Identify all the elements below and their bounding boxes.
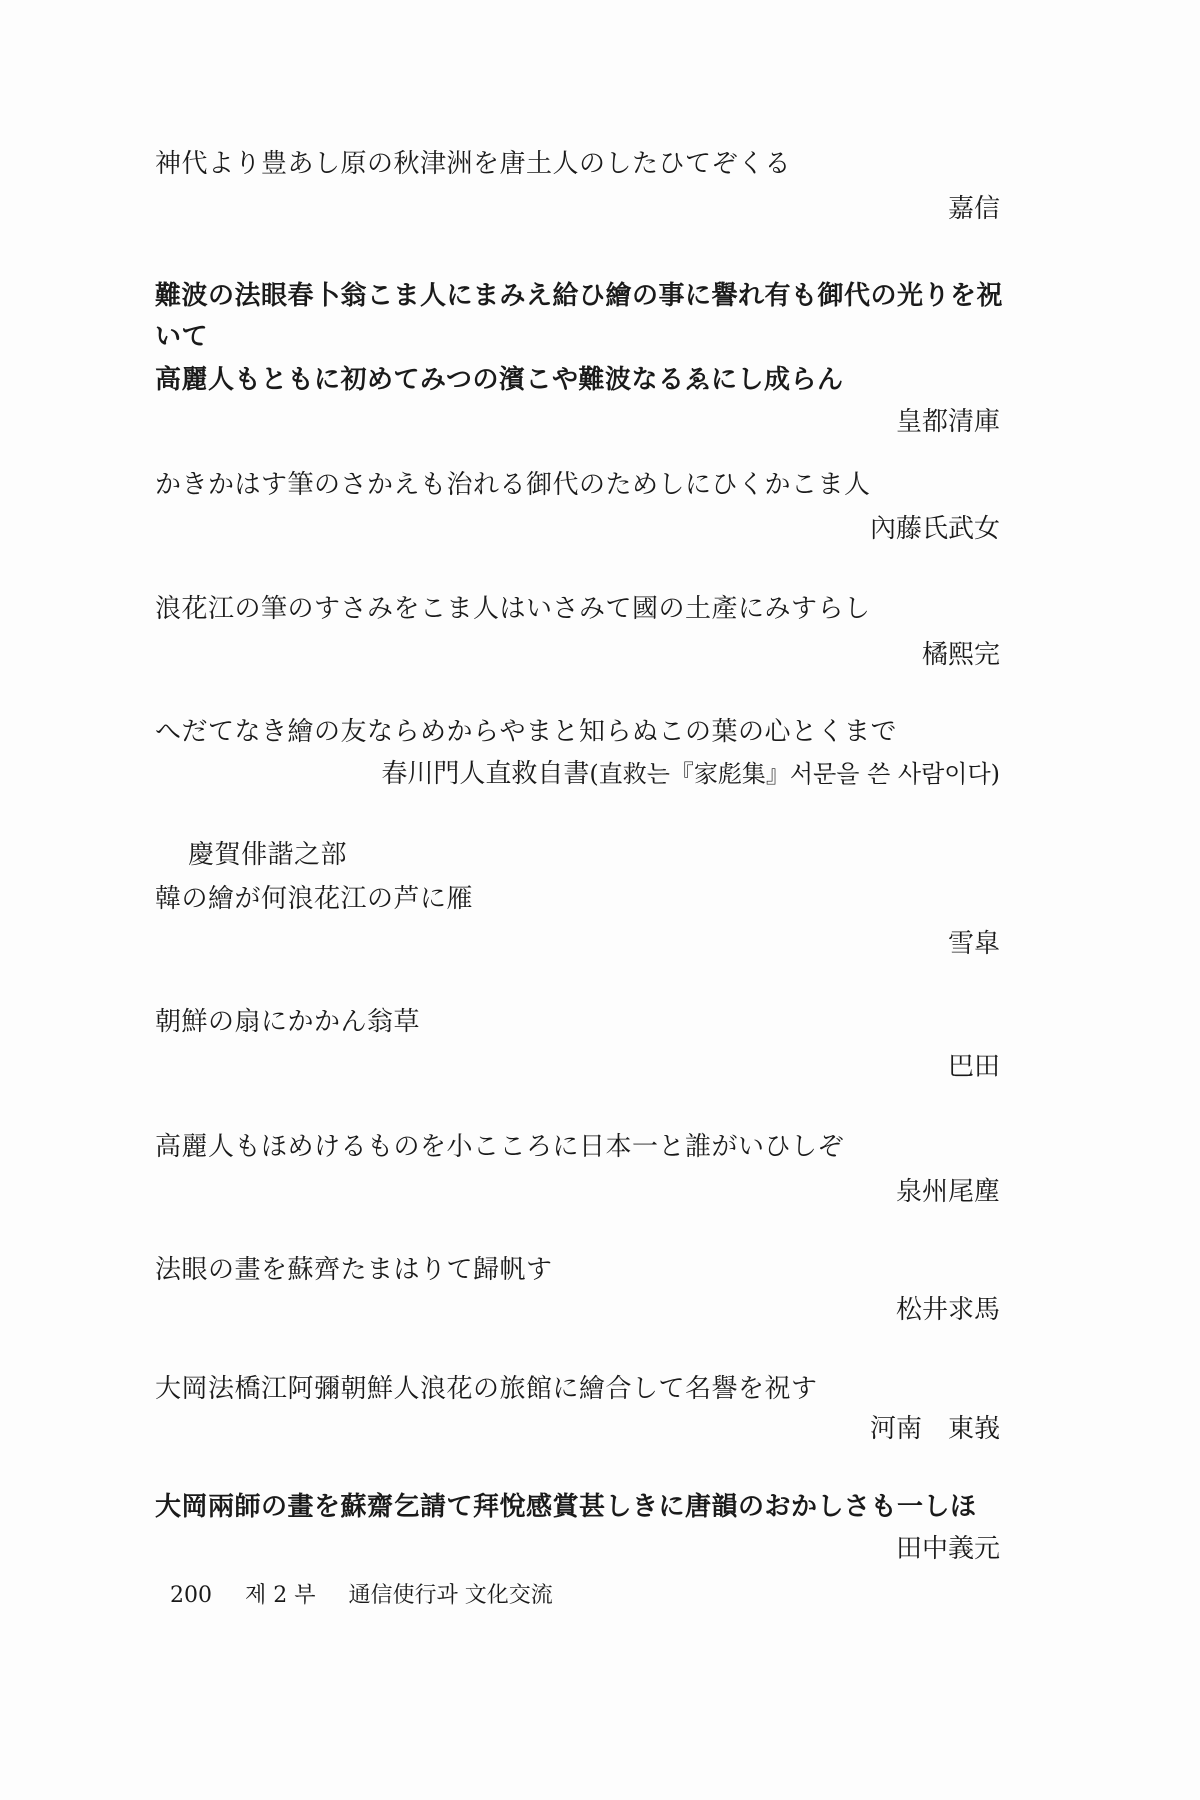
author-note: (直救는『家彪集』서문을 쓴 사람이다) (589, 760, 1000, 788)
poem-author: 嘉信 (947, 194, 1000, 224)
poem-line: 韓の繪が何浪花江の芦に雁 (155, 884, 474, 914)
poem-line: 高麗人もほめけるものを小こころに日本一と誰がいひしぞ (155, 1132, 845, 1162)
poem-line: へだてなき繪の友ならめからやまと知らぬこの葉の心とくまで (155, 717, 898, 747)
poem-author: 內藤氏武女 (869, 514, 1000, 544)
poem-line: 朝鮮の扇にかかん翁草 (155, 1007, 421, 1037)
poem-author: 河南 東峩 (869, 1414, 1000, 1444)
poem-line: 大岡法橋江阿彌朝鮮人浪花の旅館に繪合して名譽を祝す (155, 1374, 818, 1404)
author-name: 春川門人直救自書 (381, 759, 590, 789)
poem-line: 神代より豊あし原の秋津洲を唐土人のしたひてぞくる (155, 149, 792, 179)
poem-author: 雪皐 (947, 929, 1000, 959)
poem-author: 橘熙完 (921, 640, 1000, 670)
poem-author: 巴田 (947, 1052, 1000, 1082)
poem-line: 難波の法眼春卜翁こま人にまみえ給ひ繪の事に譽れ有も御代の光りを祝 (155, 281, 1004, 311)
poem-line: 法眼の畫を蘇齊たまはりて歸帆す (155, 1255, 553, 1285)
page-footer (170, 1578, 579, 1609)
poem-line: 大岡兩師の畫を蘇齋乞請て拜悅感賞甚しきに唐韻のおかしさも一しほ (155, 1492, 977, 1522)
page-number: 200 (170, 1583, 212, 1608)
poem-line: いて (155, 322, 209, 352)
poem-line: 浪花江の筆のすさみをこま人はいさみて國の土產にみすらし (155, 594, 871, 624)
section-heading: 慶賀俳諧之部 (188, 840, 348, 870)
poem-author: 松井求馬 (895, 1295, 1000, 1325)
part-label: 제 2 부 (245, 1583, 316, 1608)
poem-author (381, 757, 1000, 791)
poem-author: 泉州尾塵 (895, 1177, 1000, 1207)
poem-line: 高麗人もともに初めてみつの濱こや難波なるゑにし成らん (155, 365, 844, 395)
poem-author: 皇都清庫 (895, 407, 1000, 437)
poem-line: かきかはす筆のさかえも治れる御代のためしにひくかこま人 (155, 470, 871, 500)
poem-author: 田中義元 (895, 1534, 1000, 1564)
chapter-title: 通信使行과 文化交流 (348, 1583, 553, 1608)
